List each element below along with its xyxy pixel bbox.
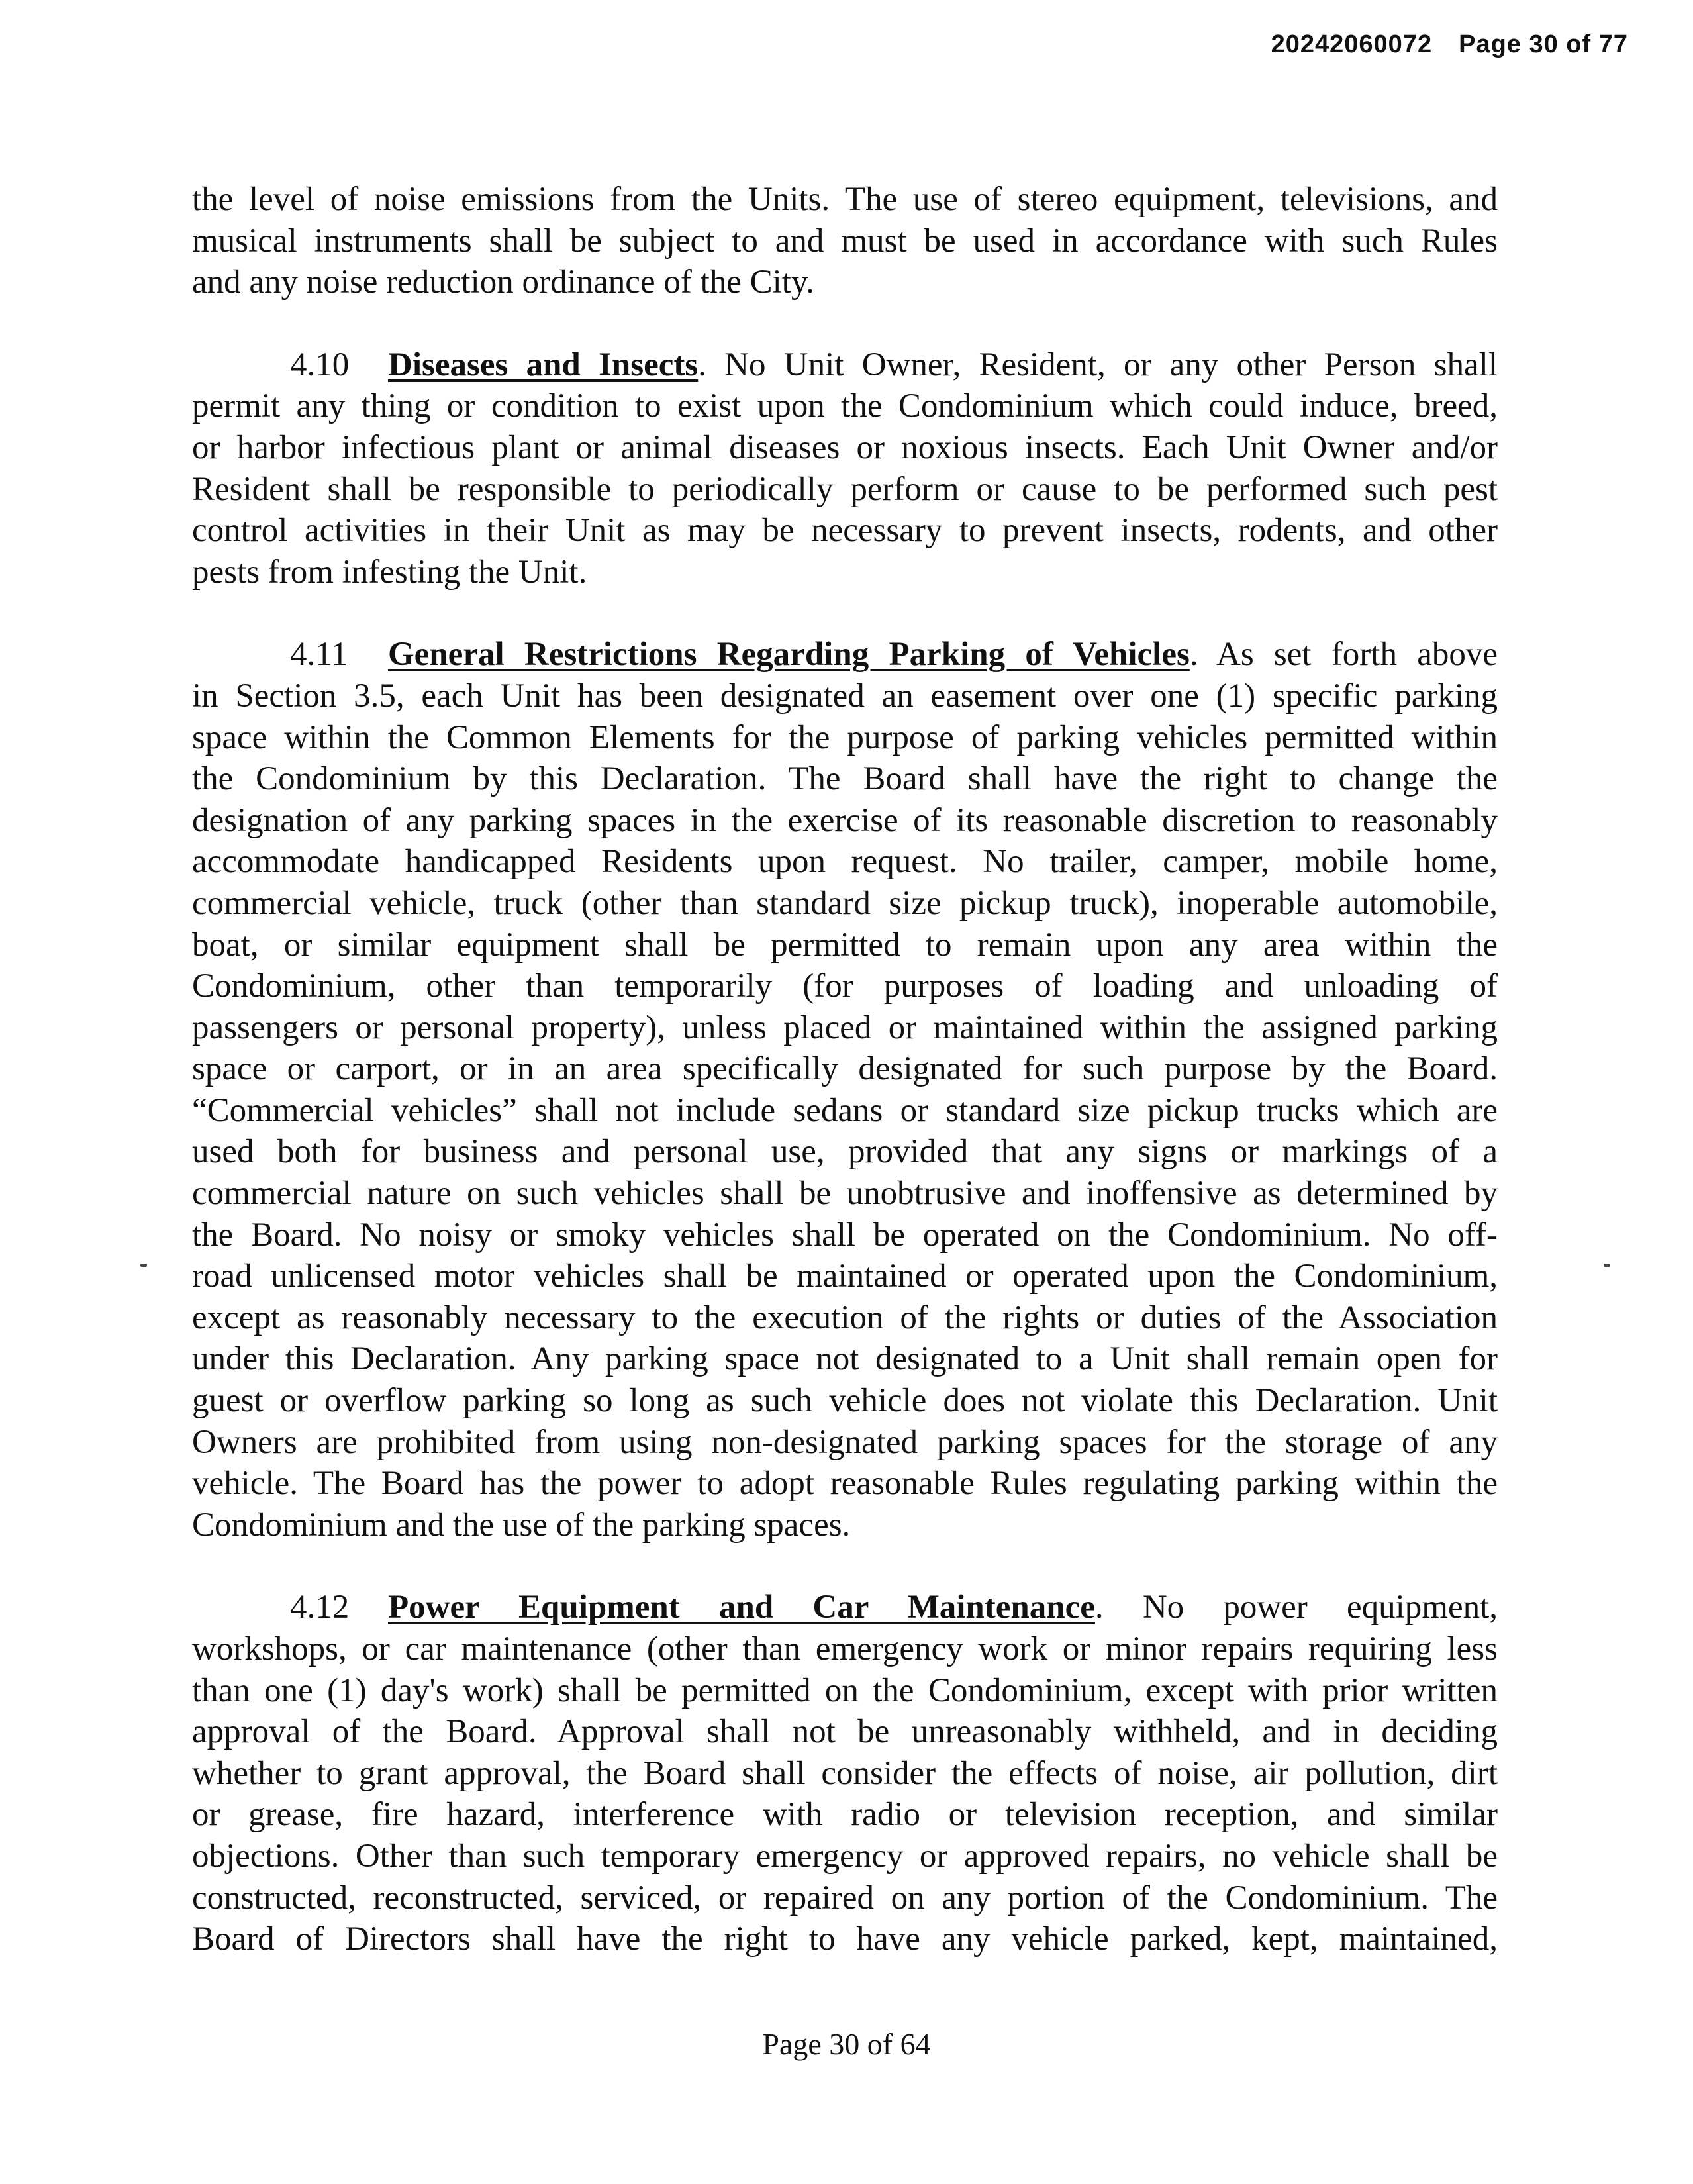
text-fragment: . As set forth above [1189, 636, 1498, 673]
text-line: passengers or personal property), unless placed or maintained within the assigned parking [192, 1009, 1498, 1046]
text-line: objections. Other than such temporary emergency or approved repairs, no vehicle shall be [192, 1837, 1498, 1875]
text-line: Condominium and the use of the parking spaces. [192, 1506, 851, 1544]
text-line: workshops, or car maintenance (other than emergency work or minor repairs requiring less [192, 1630, 1498, 1667]
text-line: pests from infesting the Unit. [192, 553, 587, 591]
text-line: “Commercial vehicles” shall not include sedans or standard size pickup trucks which are [192, 1091, 1498, 1129]
text-line: used both for business and personal use, provided that any signs or markings of a [192, 1133, 1498, 1171]
text-line: boat, or similar equipment shall be permitted to remain upon any area within the [192, 926, 1498, 964]
text-line: Condominium, other than temporarily (for purposes of loading and unloading of [192, 968, 1498, 1005]
text-line: or harbor infectious plant or animal diseases or noxious insects. Each Unit Owner and/or [192, 428, 1498, 466]
text-line: commercial vehicle, truck (other than standard size pickup truck), inoperable automobile, [192, 884, 1498, 922]
text-line: control activities in their Unit as may be necessary to prevent insects, rodents, and other [192, 512, 1498, 550]
text-line: road unlicensed motor vehicles shall be maintained or operated upon the Condominium, [192, 1258, 1498, 1295]
text-line: the Board. No noisy or smoky vehicles shall be operated on the Condominium. No off- [192, 1216, 1498, 1254]
text-line: permit any thing or condition to exist upon the Condominium which could induce, breed, [192, 387, 1498, 425]
text-line: the level of noise emissions from the Units. The use of stereo equipment, televisions, and [192, 181, 1498, 218]
paragraph-intro [192, 179, 1498, 303]
text-line: Board of Directors shall have the right to have any vehicle parked, kept, maintained, [192, 1920, 1498, 1958]
section-number: 4.11 [290, 636, 348, 673]
recording-stamp [1271, 30, 1628, 59]
scan-speck [140, 1264, 147, 1267]
section-heading: General Restrictions Regarding Parking of Vehicles [388, 636, 1190, 673]
text-line: designation of any parking spaces in the exercise of its reasonable discretion to reasonably [192, 801, 1498, 839]
document-body [192, 179, 1498, 2001]
section-4-11 [192, 634, 1498, 1546]
scan-speck [1604, 1264, 1610, 1267]
text-line: approval of the Board. Approval shall not be unreasonably withheld, and in deciding [192, 1713, 1498, 1751]
section-first-line [192, 634, 1498, 675]
text-line: except as reasonably necessary to the execution of the rights or duties of the Association [192, 1299, 1498, 1336]
text-line: or grease, fire hazard, interference with radio or television reception, and similar [192, 1796, 1498, 1834]
text-line: the Condominium by this Declaration. The Board shall have the right to change the [192, 760, 1498, 798]
text-fragment: . No power equipment, [1094, 1589, 1498, 1626]
section-heading: Diseases and Insects [388, 346, 699, 383]
text-line: vehicle. The Board has the power to adopt reasonable Rules regulating parking within the [192, 1465, 1498, 1503]
text-line: guest or overflow parking so long as such vehicle does not violate this Declaration. Unit [192, 1382, 1498, 1420]
text-line: whether to grant approval, the Board shall consider the effects of noise, air pollution, dirt [192, 1754, 1498, 1792]
section-heading: Power Equipment and Car Maintenance [388, 1589, 1095, 1626]
text-line: and any noise reduction ordinance of the City. [192, 264, 814, 301]
text-line: in Section 3.5, each Unit has been designated an easement over one (1) specific parking [192, 677, 1498, 715]
text-line: space within the Common Elements for the purpose of parking vehicles permitted within [192, 719, 1498, 756]
stamp-page-label: Page 30 of 77 [1459, 30, 1628, 58]
section-first-line [192, 1587, 1498, 1628]
section-4-12 [192, 1587, 1498, 1960]
section-4-10 [192, 344, 1498, 593]
document-number: 20242060072 [1271, 30, 1433, 58]
section-number: 4.10 [290, 346, 350, 383]
text-fragment: . No Unit Owner, Resident, or any other Person shall [698, 346, 1498, 383]
text-line: constructed, reconstructed, serviced, or repaired on any portion of the Condominium. The [192, 1879, 1498, 1916]
text-line: than one (1) day's work) shall be permitted on the Condominium, except with prior written [192, 1671, 1498, 1709]
text-line: commercial nature on such vehicles shall be unobtrusive and inoffensive as determined by [192, 1175, 1498, 1213]
page-footer: Page 30 of 64 [762, 2027, 931, 2061]
text-line: space or carport, or in an area specifically designated for such purpose by the Board. [192, 1050, 1498, 1088]
text-line: musical instruments shall be subject to and must be used in accordance with such Rules [192, 222, 1498, 260]
text-line: under this Declaration. Any parking space not designated to a Unit shall remain open for [192, 1340, 1498, 1378]
text-line: accommodate handicapped Residents upon request. No trailer, camper, mobile home, [192, 843, 1498, 881]
section-number: 4.12 [290, 1589, 350, 1626]
text-line: Owners are prohibited from using non-designated parking spaces for the storage of any [192, 1423, 1498, 1461]
text-line: Resident shall be responsible to periodically perform or cause to be performed such pest [192, 470, 1498, 508]
section-first-line [192, 344, 1498, 386]
